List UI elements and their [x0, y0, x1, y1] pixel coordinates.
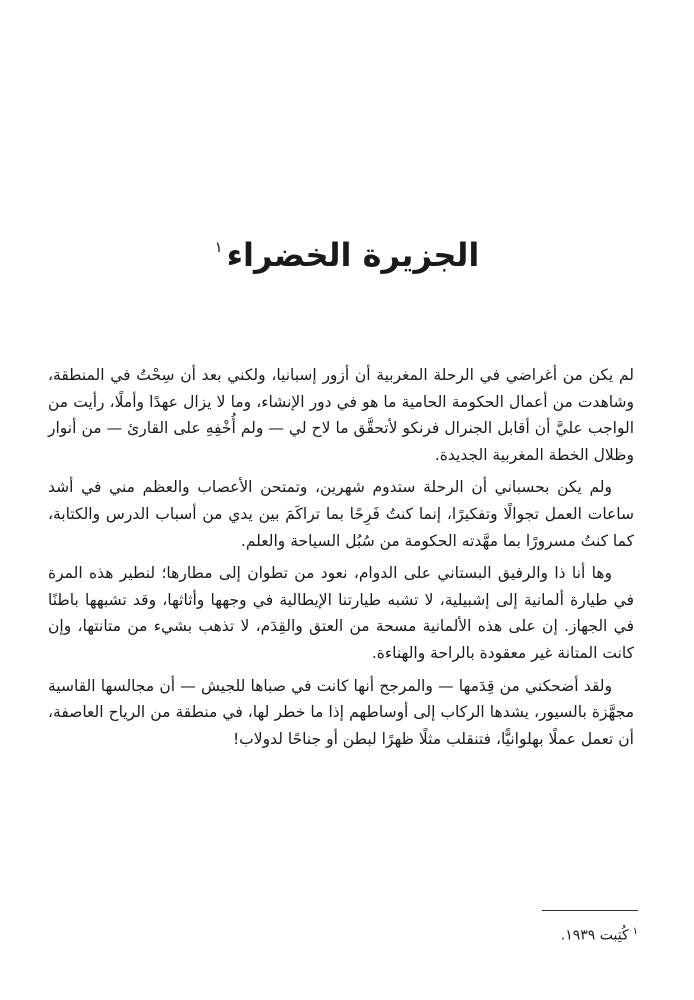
- paragraph-3: وها أنا ذا والرفيق البستاني على الدوام، نعود من تطوان إلى مطارها؛ لنطير هذه المرة في طيارة ألمانية إلى إشبيلية، لا تشبه طيارتنا الإيطالية في وجهها وأثاثها، وقد تشبهها باطنًا في الجهاز. إن على هذه الألمانية مسحة من العتق والقِدَم، لا تذهب بشيء من متانتها، وإن كانت المتانة غير معقودة بالراحة والهناءة.: [48, 564, 634, 662]
- paragraph-2: ولم يكن بحسباني أن الرحلة ستدوم شهرين، وتمتحن الأعصاب والعظم مني في أشد ساعات العمل تجوالًا وتفكيرًا، إنما كنتُ فَرِحًا بما تراكَمَ بين يدي من أسباب الدرس والكتابة، كما كنتُ مسرورًا بما مهَّدته الحكومة من سُبُل السياحة والعلم.: [48, 478, 634, 550]
- chapter-title-text: الجزيرة الخضراء: [226, 236, 480, 274]
- paragraph-4: ولقد أضحكني من قِدَمها — والمرجح أنها كانت في صباها للجيش — أن مجالسها القاسية مجهَّزة بالسيور، يشدها الركاب إلى أوساطهم إذا ما خطر لها، في منطقة من الرياح العاصفة، أن تعمل عملًا بهلوانيًّا، فتنقلب مثلًا ظهرًا لبطن أو جناحًا لدولاب!: [48, 676, 634, 748]
- footnote-text: كُتِبت ١٩٣٩.: [560, 927, 629, 944]
- title-footnote-mark: ١: [214, 238, 223, 256]
- chapter-body: [48, 362, 634, 758]
- footnote: [561, 922, 638, 946]
- paragraph-1: لم يكن من أغراضي في الرحلة المغربية أن أزور إسبانيا، ولكني بعد أن سِحْتُ في المنطقة، وشاهدت من أعمال الحكومة الحامية ما هو في دور الإنشاء، وما لا يزال عهدًا وأملًا، رأيت من الواجب عليَّ أن أقابل الجنرال فرنكو لأتحقَّق ما لاح لي — ولم أُخْفِهِ على القارئ — من أنوار وظلال الخطة المغربية الجديدة.: [48, 366, 634, 464]
- footnote-mark: ١: [632, 926, 638, 937]
- footnote-divider: [542, 910, 638, 911]
- chapter-title: [0, 222, 694, 280]
